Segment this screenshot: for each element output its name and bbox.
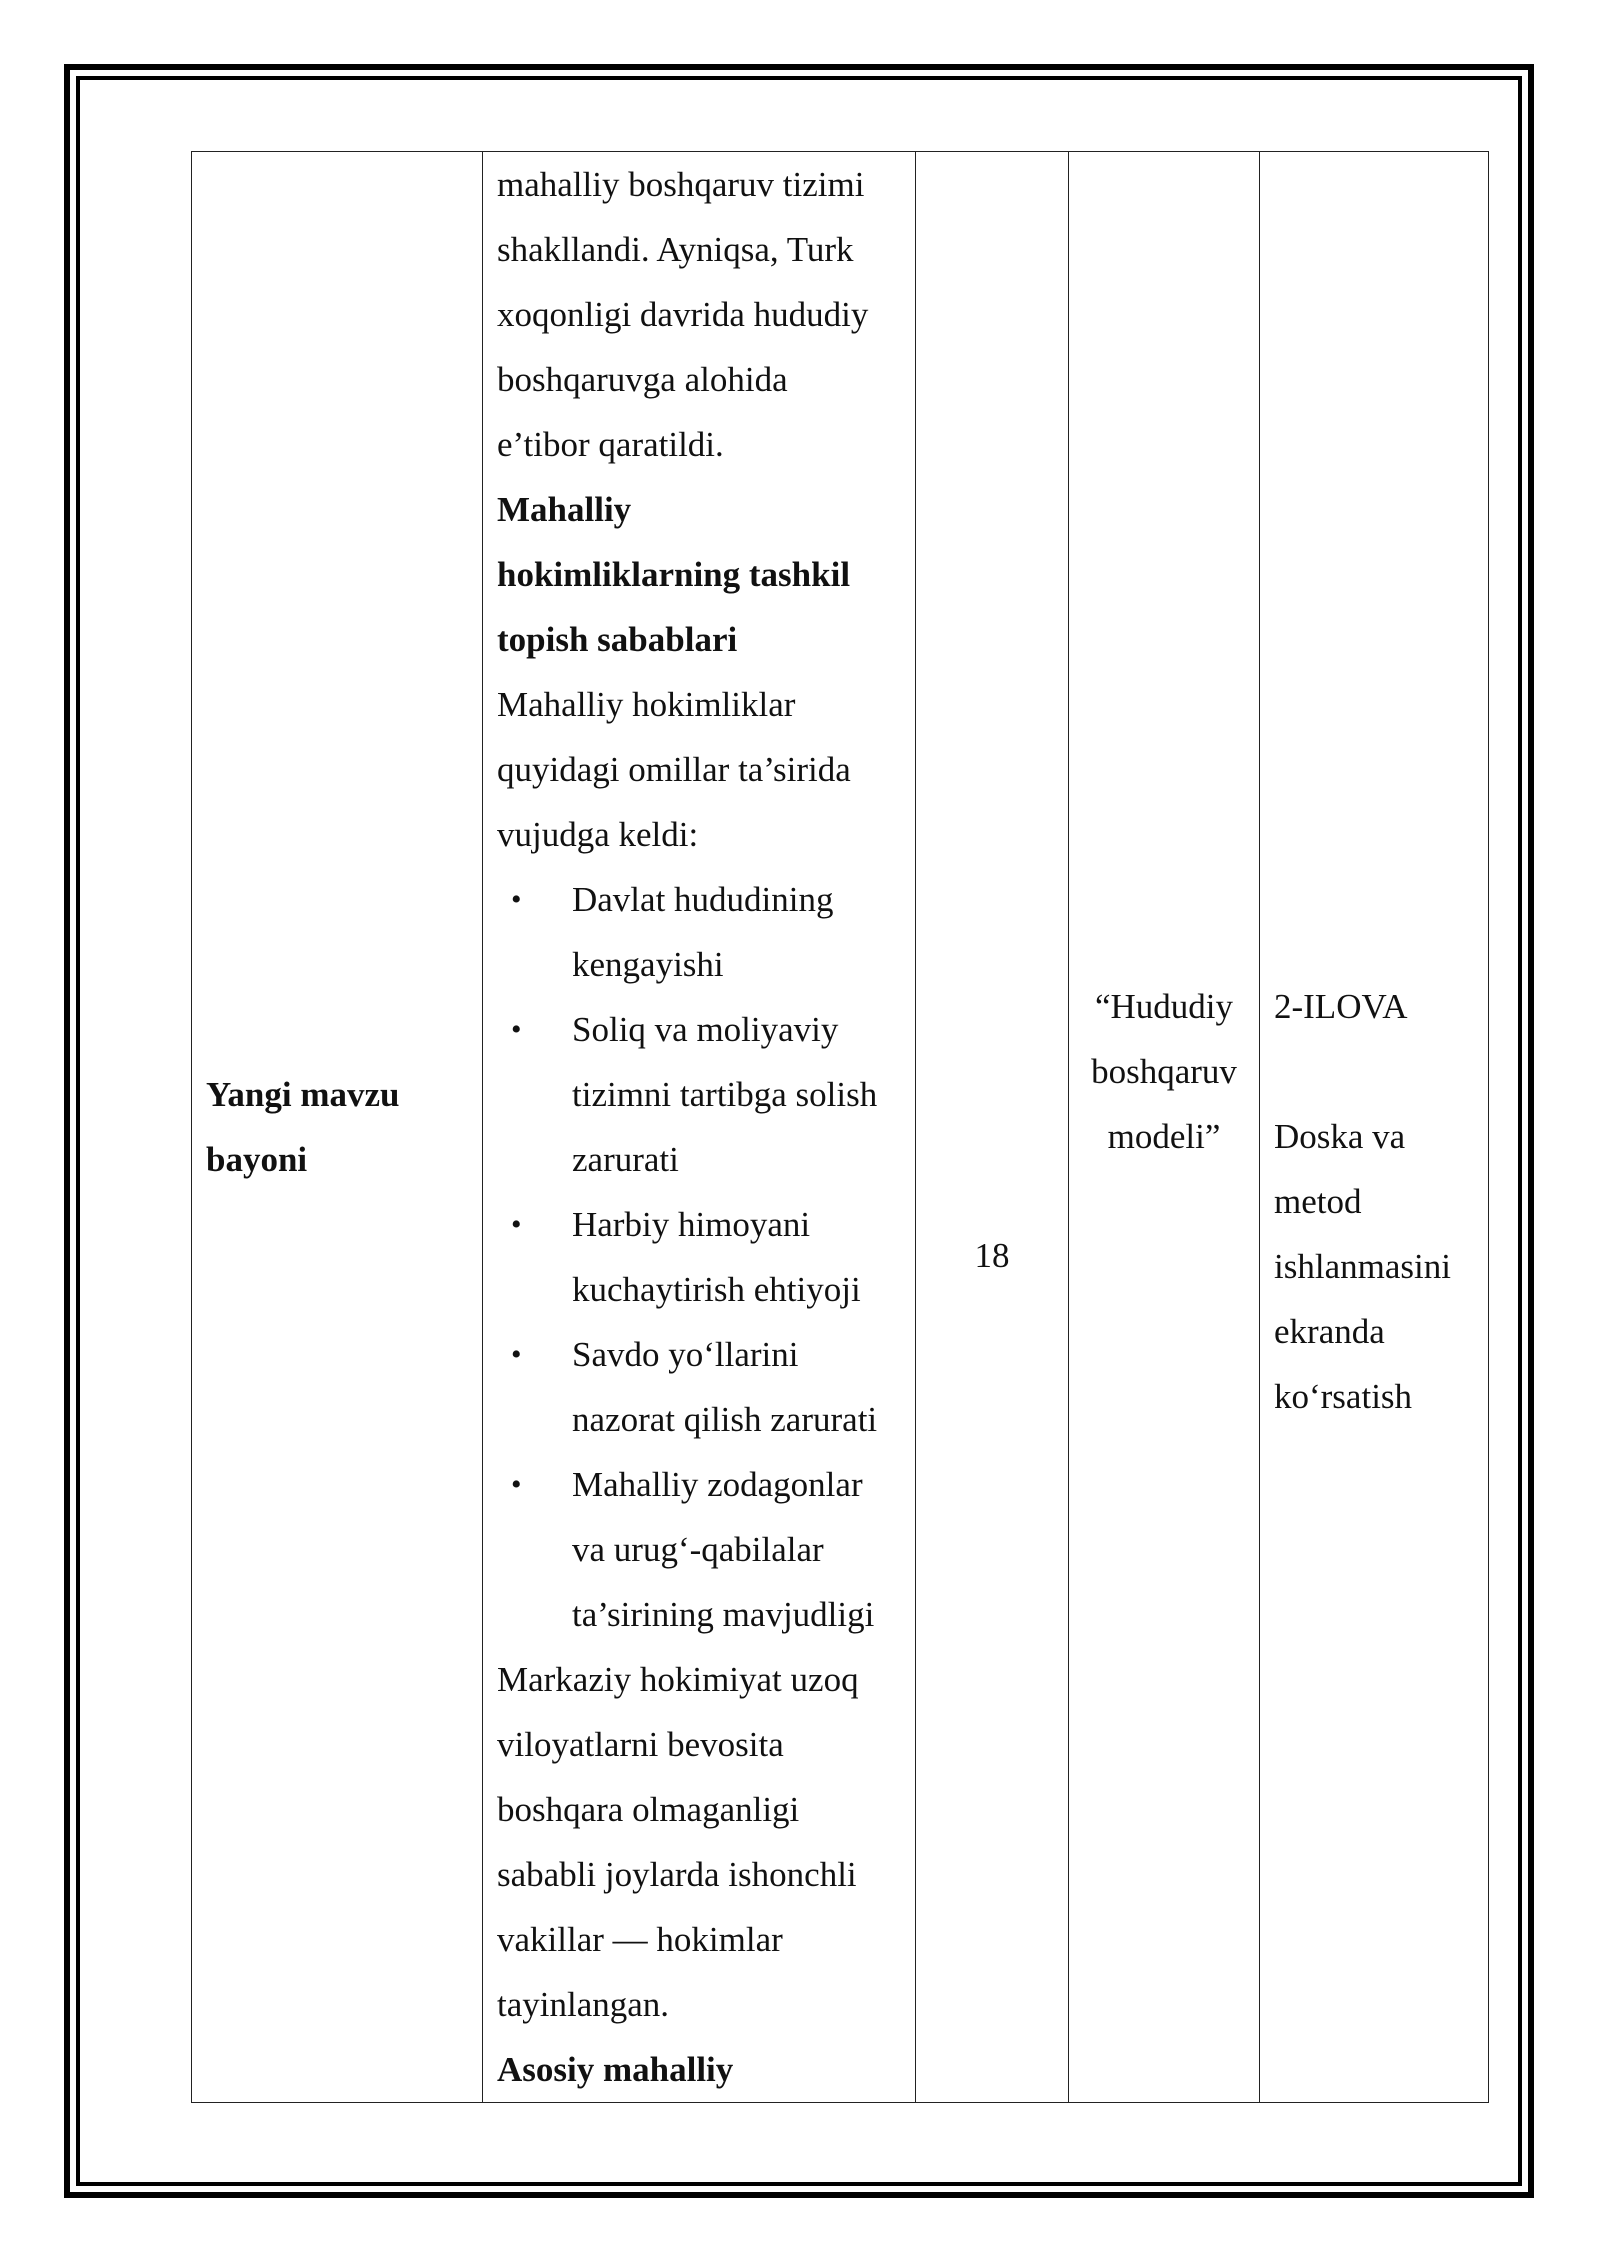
method-line: modeli” [1107,1117,1221,1156]
list-item-text: tizimni tartibga solish [572,1075,878,1114]
outro-line: vakillar — hokimlar [497,1920,783,1959]
resource-line: ko‘rsatish [1274,1377,1413,1416]
lead-line: vujudga keldi: [497,815,699,854]
list-item-text: Soliq va moliyaviy [572,1010,839,1049]
bullet-icon: • [511,1468,522,1501]
resource-line: Doska va [1274,1117,1406,1156]
list-item-text: Davlat hududining [572,880,834,919]
causes-list [497,867,901,1647]
intro-line: shakllandi. Ayniqsa, Turk [497,230,854,269]
intro-line: e’tibor qaratildi. [497,425,724,464]
table-row [192,152,1489,2103]
bullet-icon: • [511,1338,522,1371]
list-item-text: ta’sirining mavjudligi [572,1595,875,1634]
outro-line: sababli joylarda ishonchli [497,1855,857,1894]
list-item-text: Harbiy himoyani [572,1205,811,1244]
list-item-text: kuchaytirish ehtiyoji [572,1270,861,1309]
list-item [497,867,901,997]
list-item [497,1322,901,1452]
lesson-plan-table [191,151,1489,2103]
resources-cell [1260,152,1489,2103]
list-item [497,997,901,1192]
appendix-label: 2-ILOVA [1274,987,1408,1026]
list-item [497,1192,901,1322]
bullet-icon: • [511,1013,522,1046]
outro-line: viloyatlarni bevosita [497,1725,784,1764]
method-cell [1069,152,1260,2103]
section-heading: Mahalliy [497,490,632,529]
resource-line: ishlanmasini [1274,1247,1451,1286]
resource-line: ekranda [1274,1312,1385,1351]
list-item-text: zarurati [572,1140,679,1179]
section-heading: hokimliklarning tashkil [497,555,851,594]
intro-line: mahalliy boshqaruv tizimi [497,165,865,204]
method-line: “Hududiy [1094,987,1234,1026]
resource-line: metod [1274,1182,1362,1221]
bullet-icon: • [511,1208,522,1241]
bullet-icon: • [511,883,522,916]
minutes-value: 18 [974,1235,1010,1275]
list-item-text: Mahalliy zodagonlar [572,1465,863,1504]
section-heading: topish sabablari [497,620,738,659]
lead-line: Mahalliy hokimliklar [497,685,796,724]
stage-label-line: Yangi mavzu [206,1075,400,1114]
outro-line: tayinlangan. [497,1985,670,2024]
outro-line: boshqara olmaganligi [497,1790,800,1829]
method-line: boshqaruv [1091,1052,1237,1091]
section-heading: Asosiy mahalliy [497,2050,734,2089]
minutes-cell [916,152,1069,2103]
stage-cell [192,152,483,2103]
list-item-text: va urug‘-qabilalar [572,1530,824,1569]
lead-line: quyidagi omillar ta’sirida [497,750,851,789]
list-item-text: kengayishi [572,945,724,984]
list-item-text: nazorat qilish zarurati [572,1400,878,1439]
stage-label-line: bayoni [206,1140,308,1179]
intro-line: xoqonligi davrida hududiy [497,295,869,334]
content-cell [483,152,916,2103]
spacer [1274,1039,1474,1104]
list-item [497,1452,901,1647]
list-item-text: Savdo yo‘llarini [572,1335,799,1374]
outro-line: Markaziy hokimiyat uzoq [497,1660,859,1699]
intro-line: boshqaruvga alohida [497,360,788,399]
